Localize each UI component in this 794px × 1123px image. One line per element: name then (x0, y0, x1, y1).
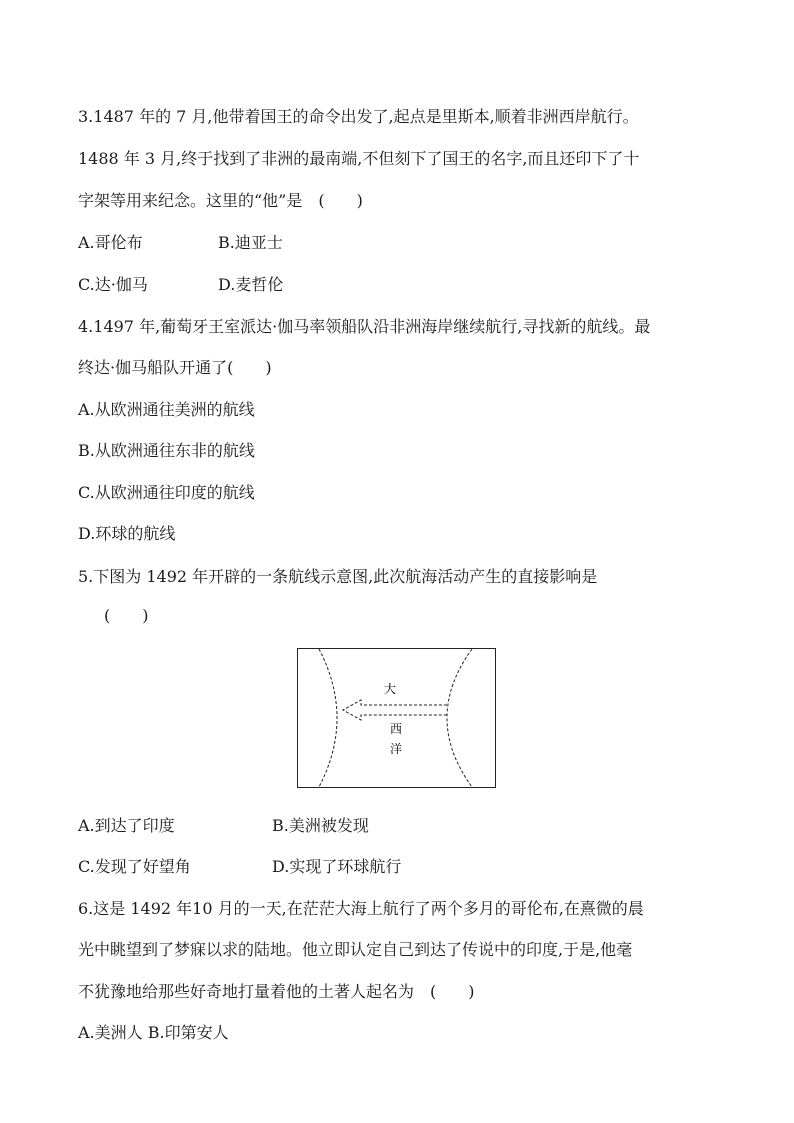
left-coastline (319, 649, 337, 787)
question-3-line-1: 3.1487 年的 7 月,他带着国王的命令出发了,起点是里斯本,顺着非洲西岸航行。 (78, 107, 639, 126)
question-6-line-3: 不犹豫地给那些好奇地打量着他的土著人起名为 ( ) (78, 982, 475, 1001)
question-3-line-3: 字架等用来纪念。这里的“他”是 ( ) (78, 191, 363, 210)
question-5-option-a: A.到达了印度 (78, 816, 175, 835)
question-5-option-b: B.美洲被发现 (272, 816, 369, 835)
question-4-line-1: 4.1497 年,葡萄牙王室派达·伽马率领船队沿非洲海岸继续航行,寻找新的航线。最 (78, 317, 651, 336)
question-6-line-1: 6.这是 1492 年10 月的一天,在茫茫大海上航行了两个多月的哥伦布,在熹微的晨 (78, 899, 644, 918)
question-5-option-d: D.实现了环球航行 (272, 857, 402, 876)
question-4-option-d: D.环球的航线 (78, 524, 176, 543)
route-diagram (297, 648, 496, 788)
diagram-label-da: 大 (383, 682, 397, 696)
question-6-line-2: 光中眺望到了梦寐以求的陆地。他立即认定自己到达了传说中的印度,于是,他毫 (78, 940, 633, 959)
right-coastline (447, 649, 472, 787)
question-4-line-2: 终达·伽马船队开通了( ) (78, 358, 272, 377)
question-3-option-a: A.哥伦布 (78, 233, 143, 252)
question-3-line-2: 1488 年 3 月,终于找到了非洲的最南端,不但刻下了国王的名字,而且还印下了十 (78, 149, 640, 168)
question-5-line-2: ( ) (104, 606, 149, 625)
question-4-option-c: C.从欧洲通往印度的航线 (78, 483, 255, 502)
question-6-options: A.美洲人 B.印第安人 (78, 1023, 229, 1042)
route-arrow-outline (343, 700, 447, 720)
diagram-frame (298, 649, 496, 788)
question-4-option-a: A.从欧洲通往美洲的航线 (78, 400, 255, 419)
question-3-option-d: D.麦哲伦 (218, 275, 284, 294)
diagram-label-yang: 洋 (389, 742, 403, 756)
route-arrow (343, 700, 447, 720)
question-5-line-1: 5.下图为 1492 年开辟的一条航线示意图,此次航海活动产生的直接影响是 (78, 567, 598, 586)
question-3-option-c: C.达·伽马 (78, 275, 148, 294)
question-4-option-b: B.从欧洲通往东非的航线 (78, 441, 255, 460)
question-5-option-c: C.发现了好望角 (78, 857, 191, 876)
question-3-option-b: B.迪亚士 (218, 233, 283, 252)
diagram-label-xi: 西 (389, 722, 403, 736)
route-diagram-svg (297, 648, 496, 788)
